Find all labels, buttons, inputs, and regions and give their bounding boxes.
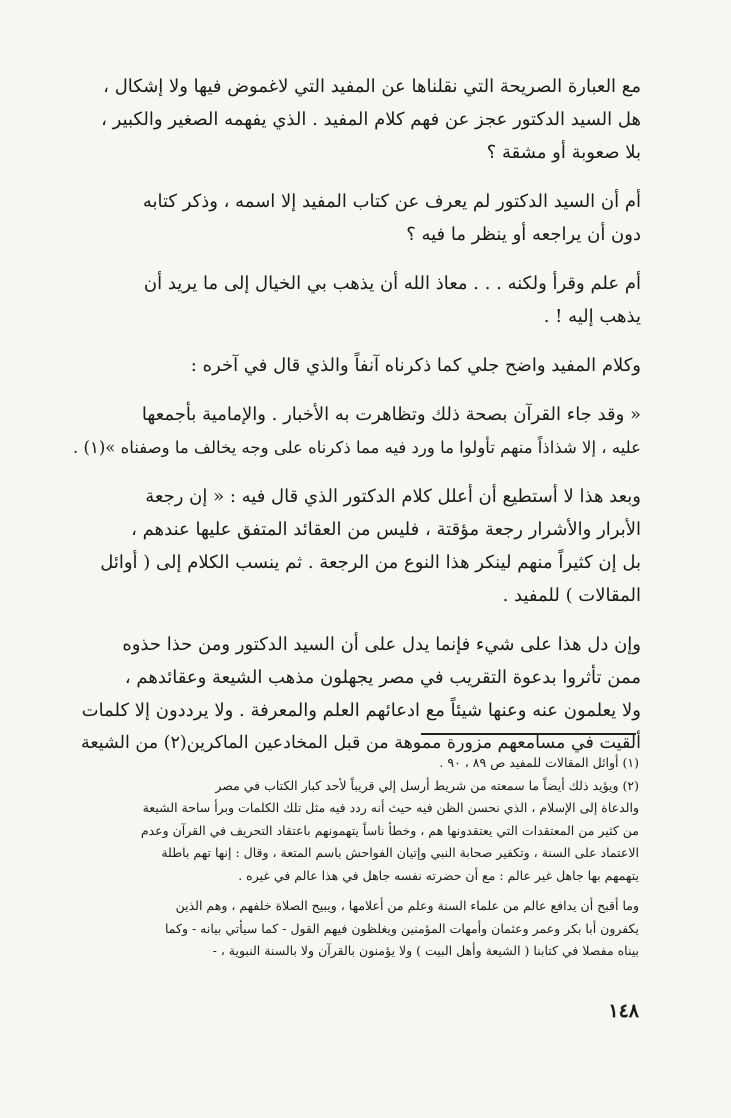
text-line: وإن دل هذا على شيء فإنما يدل على أن السيد الدكتور ومن حذا حذوه xyxy=(122,634,641,655)
footnote-1 xyxy=(70,752,639,775)
footnote-2-continued xyxy=(70,895,639,963)
paragraph-3 xyxy=(70,267,641,333)
text-line: المقالات ) للمفيد . xyxy=(502,585,641,606)
text-line: ولا يعلمون عنه وعنها شيئاً مع ادعائهم العلم والمعرفة . ولا يرددون إلا كلمات xyxy=(81,700,641,721)
text-line: هل السيد الدكتور عجز عن فهم كلام المفيد . الذي يفهمه الصغير والكبير ، xyxy=(101,109,641,130)
footnote-line: بيناه مفصلا في كتابنا ( الشيعة وأهل البيت ) ولا يؤمنون بالقرآن ولا بالسنة النبوية ، - xyxy=(212,943,639,958)
paragraph-1 xyxy=(70,70,641,169)
text-line: بل إن كثيراً منهم لينكر هذا النوع من الرجعة . ثم ينسب الكلام إلى ( أوائل xyxy=(100,552,641,573)
text-line: « وقد جاء القرآن بصحة ذلك وتظاهرت به الأخبار . والإمامية بأجمعها xyxy=(141,404,641,425)
text-line: يذهب إليه ! . xyxy=(543,306,641,327)
footnote-line: من كثير من المعتقدات التي يعتقدونها هم ، وخطأ ناساً يتهمونهم باعتقاد التحريف في القرآن وعدم xyxy=(140,822,639,838)
footnote-line: يكفرون أبا بكر وعمر وعثمان وأمهات المؤمنين ويغلظون فيهم القول - كما سيأتي بيانه - وكما xyxy=(164,920,639,936)
text-line: ألقيت في مسامعهم مزورة مموهة من قبل المخادعين الماكرين(٢) من الشيعة xyxy=(80,733,641,753)
text-line: ممن تأثروا بدعوة التقريب في مصر يجهلون مذهب الشيعة وعقائدهم ، xyxy=(124,667,641,688)
text-line: وكلام المفيد واضح جلي كما ذكرناه آنفاً والذي قال في آخره : xyxy=(190,355,641,376)
paragraph-4 xyxy=(70,349,641,382)
footnote-2 xyxy=(70,775,639,888)
footnote-line: وما أقبح أن يدافع عالم من علماء السنة وعلم من أعلامها ، ويبيح الصلاة خلفهم ، وهم الذين xyxy=(175,898,639,913)
footnotes xyxy=(70,752,639,963)
text-line: عليه ، إلا شذاذاً منهم تأولوا ما ورد فيه مما ذكرناه على وجه يخالف ما وصفناه »(١) . xyxy=(73,438,641,457)
text-line: وبعد هذا لا أستطيع أن أعلل كلام الدكتور الذي قال فيه : « إن رجعة xyxy=(145,486,641,507)
text-line: أم أن السيد الدكتور لم يعرف عن كتاب المفيد إلا اسمه ، وذكر كتابه xyxy=(142,191,641,212)
footnote-spacer xyxy=(70,887,639,895)
footnote-line: الاعتماد على السنة ، وتكفير صحابة النبي وإتيان الفواحش باسم المتعة ، وقال : إنها تهم باطلة xyxy=(161,845,639,860)
page-number: ١٤٨ xyxy=(608,1000,639,1022)
paragraph-6 xyxy=(70,480,641,612)
paragraph-5-quote xyxy=(70,398,641,464)
text-line: أم علم وقرأ ولكنه . . . معاذ الله أن يذهب بي الخيال إلى ما يريد أن xyxy=(143,273,641,294)
text-line: بلا صعوبة أو مشقة ؟ xyxy=(486,142,641,163)
paragraph-2 xyxy=(70,185,641,251)
footnote-line: يتهمهم بها جاهل غير عالم : مع أن حضرته نفسه جاهل في هذا عالم في غيره . xyxy=(238,867,639,883)
footnote-line: والدعاة إلى الإسلام ، الذي نحسن الظن فيه حيث أنه ردد فيه مثل تلك الكلمات وبرأ ساحة الشيعة xyxy=(142,800,639,815)
footnote-line: (١) أوائل المقالات للمفيد ص ٨٩ ، ٩٠ . xyxy=(439,755,639,770)
main-text xyxy=(70,70,641,760)
text-line: دون أن يراجعه أو ينظر ما فيه ؟ xyxy=(406,224,641,245)
footnote-line: (٢) ويؤيد ذلك أيضاً ما سمعته من شريط أرسل إلي قريباً لأحد كبار الكتاب في مصر xyxy=(215,777,639,793)
footnote-divider xyxy=(421,733,636,735)
text-line: مع العبارة الصريحة التي نقلناها عن المفيد التي لاغموض فيها ولا إشكال ، xyxy=(103,76,641,97)
text-line: الأبرار والأشرار رجعة مؤقتة ، فليس من العقائد المتفق عليها عندهم ، xyxy=(131,519,641,540)
paragraph-7 xyxy=(70,628,641,760)
